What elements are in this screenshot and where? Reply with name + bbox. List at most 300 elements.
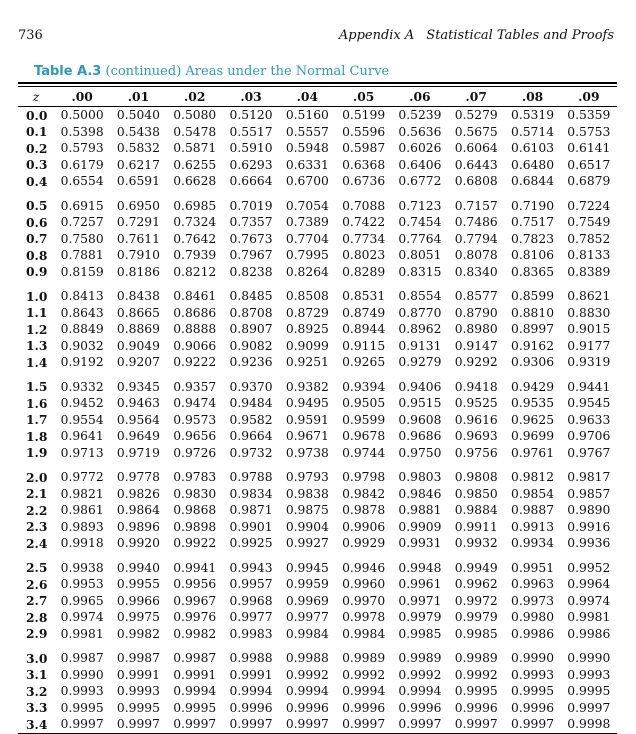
area-value-cell: 0.9974 [60, 610, 104, 625]
table-row [18, 247, 617, 264]
area-value-cell: 0.9732 [229, 445, 273, 460]
row-group-gap [18, 552, 617, 560]
area-value-cell: 0.9633 [567, 412, 611, 427]
area-value-cell: 0.9992 [285, 667, 329, 682]
area-value-cell: 0.9656 [173, 429, 217, 444]
z-value-cell: 1.3 [26, 338, 48, 354]
area-value-cell: 0.9699 [511, 429, 555, 444]
area-value-cell: 0.9505 [342, 396, 386, 411]
table-row [18, 626, 617, 643]
area-value-cell: 0.9115 [342, 338, 386, 353]
table-row [18, 445, 617, 462]
area-value-cell: 0.9429 [511, 379, 555, 394]
area-value-cell: 0.6700 [285, 174, 329, 189]
z-value-cell: 2.5 [26, 560, 48, 576]
area-value-cell: 0.7794 [454, 231, 498, 246]
area-value-cell: 0.9925 [229, 536, 273, 551]
area-value-cell: 0.9989 [342, 651, 386, 666]
area-value-cell: 0.5040 [116, 108, 160, 123]
area-value-cell: 0.9988 [229, 651, 273, 666]
area-value-cell: 0.7088 [342, 198, 386, 213]
area-value-cell: 0.9236 [229, 355, 273, 370]
area-value-cell: 0.5438 [116, 124, 160, 139]
area-value-cell: 0.7517 [511, 215, 555, 230]
area-value-cell: 0.9834 [229, 486, 273, 501]
area-value-cell: 0.7019 [229, 198, 273, 213]
area-value-cell: 0.9983 [229, 626, 273, 641]
area-value-cell: 0.8159 [60, 264, 104, 279]
area-value-cell: 0.9441 [567, 379, 611, 394]
area-value-cell: 0.7054 [285, 198, 329, 213]
area-value-cell: 0.5160 [285, 108, 329, 123]
area-value-cell: 0.6517 [567, 157, 611, 172]
area-value-cell: 0.9515 [398, 396, 442, 411]
normal-curve-table [18, 82, 617, 734]
area-value-cell: 0.6179 [60, 157, 104, 172]
area-value-cell: 0.9641 [60, 429, 104, 444]
area-value-cell: 0.9495 [285, 396, 329, 411]
area-value-cell: 0.5832 [116, 141, 160, 156]
area-value-cell: 0.8944 [342, 322, 386, 337]
area-value-cell: 0.9991 [173, 667, 217, 682]
area-value-cell: 0.9911 [454, 519, 498, 534]
table-row [18, 428, 617, 445]
area-value-cell: 0.9996 [398, 700, 442, 715]
z-value-cell: 3.0 [26, 650, 48, 666]
table-row [18, 379, 617, 396]
area-value-cell: 0.9265 [342, 355, 386, 370]
table-row [18, 288, 617, 305]
area-value-cell: 0.9988 [285, 651, 329, 666]
area-value-cell: 0.7324 [173, 215, 217, 230]
area-value-cell: 0.9982 [116, 626, 160, 641]
z-value-cell: 1.8 [26, 428, 48, 444]
area-value-cell: 0.9406 [398, 379, 442, 394]
area-value-cell: 0.9750 [398, 445, 442, 460]
area-value-cell: 0.9875 [285, 503, 329, 518]
area-value-cell: 0.9798 [342, 470, 386, 485]
area-value-cell: 0.9987 [60, 651, 104, 666]
area-value-cell: 0.9943 [229, 560, 273, 575]
area-value-cell: 0.9850 [454, 486, 498, 501]
area-value-cell: 0.9994 [285, 684, 329, 699]
table-row [18, 157, 617, 174]
area-value-cell: 0.5120 [229, 108, 273, 123]
area-value-cell: 0.5596 [342, 124, 386, 139]
area-value-cell: 0.9906 [342, 519, 386, 534]
area-value-cell: 0.9693 [454, 429, 498, 444]
area-value-cell: 0.9952 [567, 560, 611, 575]
area-value-cell: 0.5359 [567, 108, 611, 123]
table-row [18, 107, 617, 124]
area-value-cell: 0.9982 [173, 626, 217, 641]
running-head [339, 28, 614, 43]
area-value-cell: 0.8770 [398, 305, 442, 320]
z-value-cell: 3.4 [26, 716, 48, 732]
area-value-cell: 0.9616 [454, 412, 498, 427]
area-value-cell: 0.8997 [511, 322, 555, 337]
area-value-cell: 0.9788 [229, 470, 273, 485]
column-header: .06 [409, 89, 431, 104]
area-value-cell: 0.9993 [567, 667, 611, 682]
area-value-cell: 0.9573 [173, 412, 217, 427]
area-value-cell: 0.8078 [454, 248, 498, 263]
area-value-cell: 0.9998 [567, 717, 611, 732]
area-value-cell: 0.9978 [342, 610, 386, 625]
area-value-cell: 0.9973 [511, 593, 555, 608]
z-value-cell: 0.4 [26, 173, 48, 189]
area-value-cell: 0.8264 [285, 264, 329, 279]
area-value-cell: 0.8133 [567, 248, 611, 263]
area-value-cell: 0.9994 [342, 684, 386, 699]
area-value-cell: 0.8389 [567, 264, 611, 279]
area-value-cell: 0.6255 [173, 157, 217, 172]
area-value-cell: 0.9990 [567, 651, 611, 666]
area-value-cell: 0.5636 [398, 124, 442, 139]
area-value-cell: 0.9946 [342, 560, 386, 575]
area-value-cell: 0.9981 [60, 626, 104, 641]
area-value-cell: 0.9929 [342, 536, 386, 551]
table-row [18, 650, 617, 667]
area-value-cell: 0.6368 [342, 157, 386, 172]
area-value-cell: 0.6217 [116, 157, 160, 172]
area-value-cell: 0.8869 [116, 322, 160, 337]
area-value-cell: 0.9989 [398, 651, 442, 666]
table-row [18, 124, 617, 141]
area-value-cell: 0.9938 [60, 560, 104, 575]
area-value-cell: 0.9808 [454, 470, 498, 485]
area-value-cell: 0.9956 [173, 577, 217, 592]
area-value-cell: 0.9918 [60, 536, 104, 551]
area-value-cell: 0.8907 [229, 322, 273, 337]
area-value-cell: 0.9664 [229, 429, 273, 444]
area-value-cell: 0.5000 [60, 108, 104, 123]
area-value-cell: 0.9821 [60, 486, 104, 501]
area-value-cell: 0.9953 [60, 577, 104, 592]
area-value-cell: 0.9345 [116, 379, 160, 394]
area-value-cell: 0.7881 [60, 248, 104, 263]
area-value-cell: 0.7389 [285, 215, 329, 230]
area-value-cell: 0.9961 [398, 577, 442, 592]
table-row [18, 560, 617, 577]
area-value-cell: 0.5478 [173, 124, 217, 139]
area-value-cell: 0.9922 [173, 536, 217, 551]
area-value-cell: 0.9625 [511, 412, 555, 427]
area-value-cell: 0.9738 [285, 445, 329, 460]
area-value-cell: 0.9920 [116, 536, 160, 551]
z-value-cell: 2.4 [26, 535, 48, 551]
table-row [18, 519, 617, 536]
table-caption-text: (continued) Areas under the Normal Curve [105, 64, 390, 79]
area-value-cell: 0.8749 [342, 305, 386, 320]
z-value-cell: 1.0 [26, 288, 48, 304]
area-value-cell: 0.9995 [116, 700, 160, 715]
area-value-cell: 0.6443 [454, 157, 498, 172]
area-value-cell: 0.7967 [229, 248, 273, 263]
area-value-cell: 0.9986 [511, 626, 555, 641]
area-value-cell: 0.9979 [454, 610, 498, 625]
area-value-cell: 0.9913 [511, 519, 555, 534]
area-value-cell: 0.5279 [454, 108, 498, 123]
area-value-cell: 0.9545 [567, 396, 611, 411]
area-value-cell: 0.6026 [398, 141, 442, 156]
area-value-cell: 0.9995 [454, 684, 498, 699]
area-value-cell: 0.9713 [60, 445, 104, 460]
area-value-cell: 0.6331 [285, 157, 329, 172]
area-value-cell: 0.9332 [60, 379, 104, 394]
area-value-cell: 0.8340 [454, 264, 498, 279]
area-value-cell: 0.9993 [511, 667, 555, 682]
table-row [18, 486, 617, 503]
area-value-cell: 0.9986 [567, 626, 611, 641]
table-row [18, 305, 617, 322]
area-value-cell: 0.9884 [454, 503, 498, 518]
area-value-cell: 0.9997 [567, 700, 611, 715]
table-row [18, 140, 617, 157]
area-value-cell: 0.9990 [60, 667, 104, 682]
area-value-cell: 0.5753 [567, 124, 611, 139]
area-value-cell: 0.9744 [342, 445, 386, 460]
table-row [18, 354, 617, 371]
area-value-cell: 0.9997 [229, 717, 273, 732]
area-value-cell: 0.5793 [60, 141, 104, 156]
area-value-cell: 0.9940 [116, 560, 160, 575]
area-value-cell: 0.8686 [173, 305, 217, 320]
area-value-cell: 0.7642 [173, 231, 217, 246]
area-value-cell: 0.9970 [342, 593, 386, 608]
area-value-cell: 0.9962 [454, 577, 498, 592]
table-label: Table A.3 [34, 64, 102, 79]
area-value-cell: 0.9066 [173, 338, 217, 353]
area-value-cell: 0.9591 [285, 412, 329, 427]
z-value-cell: 0.2 [26, 140, 48, 156]
area-value-cell: 0.9985 [454, 626, 498, 641]
area-value-cell: 0.6141 [567, 141, 611, 156]
area-value-cell: 0.9846 [398, 486, 442, 501]
area-value-cell: 0.9857 [567, 486, 611, 501]
area-value-cell: 0.9854 [511, 486, 555, 501]
area-value-cell: 0.9972 [454, 593, 498, 608]
area-value-cell: 0.9932 [454, 536, 498, 551]
column-header: .02 [184, 89, 206, 104]
column-header: .08 [521, 89, 544, 104]
area-value-cell: 0.9971 [398, 593, 442, 608]
area-value-cell: 0.9916 [567, 519, 611, 534]
row-group-gap [18, 461, 617, 469]
table-caption [34, 64, 389, 79]
area-value-cell: 0.6406 [398, 157, 442, 172]
area-value-cell: 0.8531 [342, 289, 386, 304]
table-row [18, 667, 617, 684]
table-row [18, 412, 617, 429]
area-value-cell: 0.9783 [173, 470, 217, 485]
area-value-cell: 0.9767 [567, 445, 611, 460]
table-row [18, 231, 617, 248]
z-value-cell: 3.2 [26, 683, 48, 699]
area-value-cell: 0.9934 [511, 536, 555, 551]
area-value-cell: 0.9279 [398, 355, 442, 370]
area-value-cell: 0.8508 [285, 289, 329, 304]
area-value-cell: 0.8315 [398, 264, 442, 279]
running-head-title: Statistical Tables and Proofs [426, 28, 614, 43]
area-value-cell: 0.9996 [229, 700, 273, 715]
area-value-cell: 0.9904 [285, 519, 329, 534]
area-value-cell: 0.9945 [285, 560, 329, 575]
table-row [18, 173, 617, 190]
area-value-cell: 0.9955 [116, 577, 160, 592]
area-value-cell: 0.5948 [285, 141, 329, 156]
table-top-rule [18, 82, 617, 84]
area-value-cell: 0.7454 [398, 215, 442, 230]
area-value-cell: 0.8212 [173, 264, 217, 279]
area-value-cell: 0.7291 [116, 215, 160, 230]
area-value-cell: 0.9995 [511, 684, 555, 699]
area-value-cell: 0.5239 [398, 108, 442, 123]
area-value-cell: 0.7852 [567, 231, 611, 246]
table-row [18, 338, 617, 355]
column-header: .09 [578, 89, 600, 104]
area-value-cell: 0.9989 [454, 651, 498, 666]
area-value-cell: 0.9987 [116, 651, 160, 666]
area-value-cell: 0.9890 [567, 503, 611, 518]
area-value-cell: 0.8708 [229, 305, 273, 320]
area-value-cell: 0.8790 [454, 305, 498, 320]
area-value-cell: 0.9964 [567, 577, 611, 592]
area-value-cell: 0.6985 [173, 198, 217, 213]
area-value-cell: 0.6103 [511, 141, 555, 156]
area-value-cell: 0.9997 [398, 717, 442, 732]
area-value-cell: 0.8621 [567, 289, 611, 304]
area-value-cell: 0.9991 [116, 667, 160, 682]
area-value-cell: 0.9525 [454, 396, 498, 411]
area-value-cell: 0.9147 [454, 338, 498, 353]
column-header: .00 [71, 89, 93, 104]
area-value-cell: 0.9778 [116, 470, 160, 485]
table-row [18, 264, 617, 281]
area-value-cell: 0.9980 [511, 610, 555, 625]
area-value-cell: 0.9996 [285, 700, 329, 715]
z-value-cell: 1.6 [26, 395, 48, 411]
z-value-cell: 0.6 [26, 214, 48, 230]
area-value-cell: 0.7734 [342, 231, 386, 246]
table-row [18, 683, 617, 700]
area-value-cell: 0.9931 [398, 536, 442, 551]
area-value-cell: 0.9992 [342, 667, 386, 682]
area-value-cell: 0.9082 [229, 338, 273, 353]
table-row [18, 469, 617, 486]
area-value-cell: 0.9996 [511, 700, 555, 715]
area-value-cell: 0.9987 [173, 651, 217, 666]
area-value-cell: 0.9463 [116, 396, 160, 411]
area-value-cell: 0.9975 [116, 610, 160, 625]
area-value-cell: 0.7939 [173, 248, 217, 263]
area-value-cell: 0.9599 [342, 412, 386, 427]
area-value-cell: 0.9969 [285, 593, 329, 608]
z-value-cell: 1.9 [26, 445, 48, 461]
area-value-cell: 0.9817 [567, 470, 611, 485]
area-value-cell: 0.9838 [285, 486, 329, 501]
area-value-cell: 0.9967 [173, 593, 217, 608]
area-value-cell: 0.9909 [398, 519, 442, 534]
area-value-cell: 0.7673 [229, 231, 273, 246]
area-value-cell: 0.9968 [229, 593, 273, 608]
area-value-cell: 0.9812 [511, 470, 555, 485]
z-value-cell: 2.3 [26, 519, 48, 535]
area-value-cell: 0.6480 [511, 157, 555, 172]
table-row [18, 609, 617, 626]
row-group-gap [18, 642, 617, 650]
area-value-cell: 0.9015 [567, 322, 611, 337]
column-header: .05 [352, 89, 375, 104]
z-value-cell: 2.0 [26, 469, 48, 485]
area-value-cell: 0.9951 [511, 560, 555, 575]
area-value-cell: 0.9896 [116, 519, 160, 534]
area-value-cell: 0.8289 [342, 264, 386, 279]
table-row [18, 593, 617, 610]
area-value-cell: 0.9535 [511, 396, 555, 411]
column-header-z: z [32, 89, 40, 104]
area-value-cell: 0.6591 [116, 174, 160, 189]
area-value-cell: 0.8810 [511, 305, 555, 320]
area-value-cell: 0.9861 [60, 503, 104, 518]
area-value-cell: 0.9842 [342, 486, 386, 501]
area-value-cell: 0.9319 [567, 355, 611, 370]
z-value-cell: 3.1 [26, 667, 48, 683]
column-header: .01 [127, 89, 150, 104]
area-value-cell: 0.8577 [454, 289, 498, 304]
area-value-cell: 0.7486 [454, 215, 498, 230]
area-value-cell: 0.6664 [229, 174, 273, 189]
area-value-cell: 0.8461 [173, 289, 217, 304]
area-value-cell: 0.9994 [173, 684, 217, 699]
area-value-cell: 0.9878 [342, 503, 386, 518]
area-value-cell: 0.9993 [116, 684, 160, 699]
area-value-cell: 0.8849 [60, 322, 104, 337]
area-value-cell: 0.9761 [511, 445, 555, 460]
row-group-gap [18, 280, 617, 288]
area-value-cell: 0.6293 [229, 157, 273, 172]
area-value-cell: 0.9162 [511, 338, 555, 353]
z-value-cell: 0.8 [26, 247, 48, 263]
area-value-cell: 0.5319 [511, 108, 555, 123]
table-row [18, 395, 617, 412]
area-value-cell: 0.5517 [229, 124, 273, 139]
z-value-cell: 2.8 [26, 609, 48, 625]
z-value-cell: 2.7 [26, 593, 48, 609]
area-value-cell: 0.9977 [285, 610, 329, 625]
area-value-cell: 0.9991 [229, 667, 273, 682]
area-value-cell: 0.9996 [342, 700, 386, 715]
area-value-cell: 0.8665 [116, 305, 160, 320]
area-value-cell: 0.5910 [229, 141, 273, 156]
area-value-cell: 0.9898 [173, 519, 217, 534]
area-value-cell: 0.9993 [60, 684, 104, 699]
area-value-cell: 0.9977 [229, 610, 273, 625]
area-value-cell: 0.8186 [116, 264, 160, 279]
area-value-cell: 0.5080 [173, 108, 217, 123]
area-value-cell: 0.9803 [398, 470, 442, 485]
area-value-cell: 0.9394 [342, 379, 386, 394]
area-value-cell: 0.8485 [229, 289, 273, 304]
column-header: .03 [240, 89, 262, 104]
area-value-cell: 0.9901 [229, 519, 273, 534]
area-value-cell: 0.9957 [229, 577, 273, 592]
area-value-cell: 0.7764 [398, 231, 442, 246]
area-value-cell: 0.7224 [567, 198, 611, 213]
area-value-cell: 0.7190 [511, 198, 555, 213]
table-row [18, 321, 617, 338]
area-value-cell: 0.9474 [173, 396, 217, 411]
